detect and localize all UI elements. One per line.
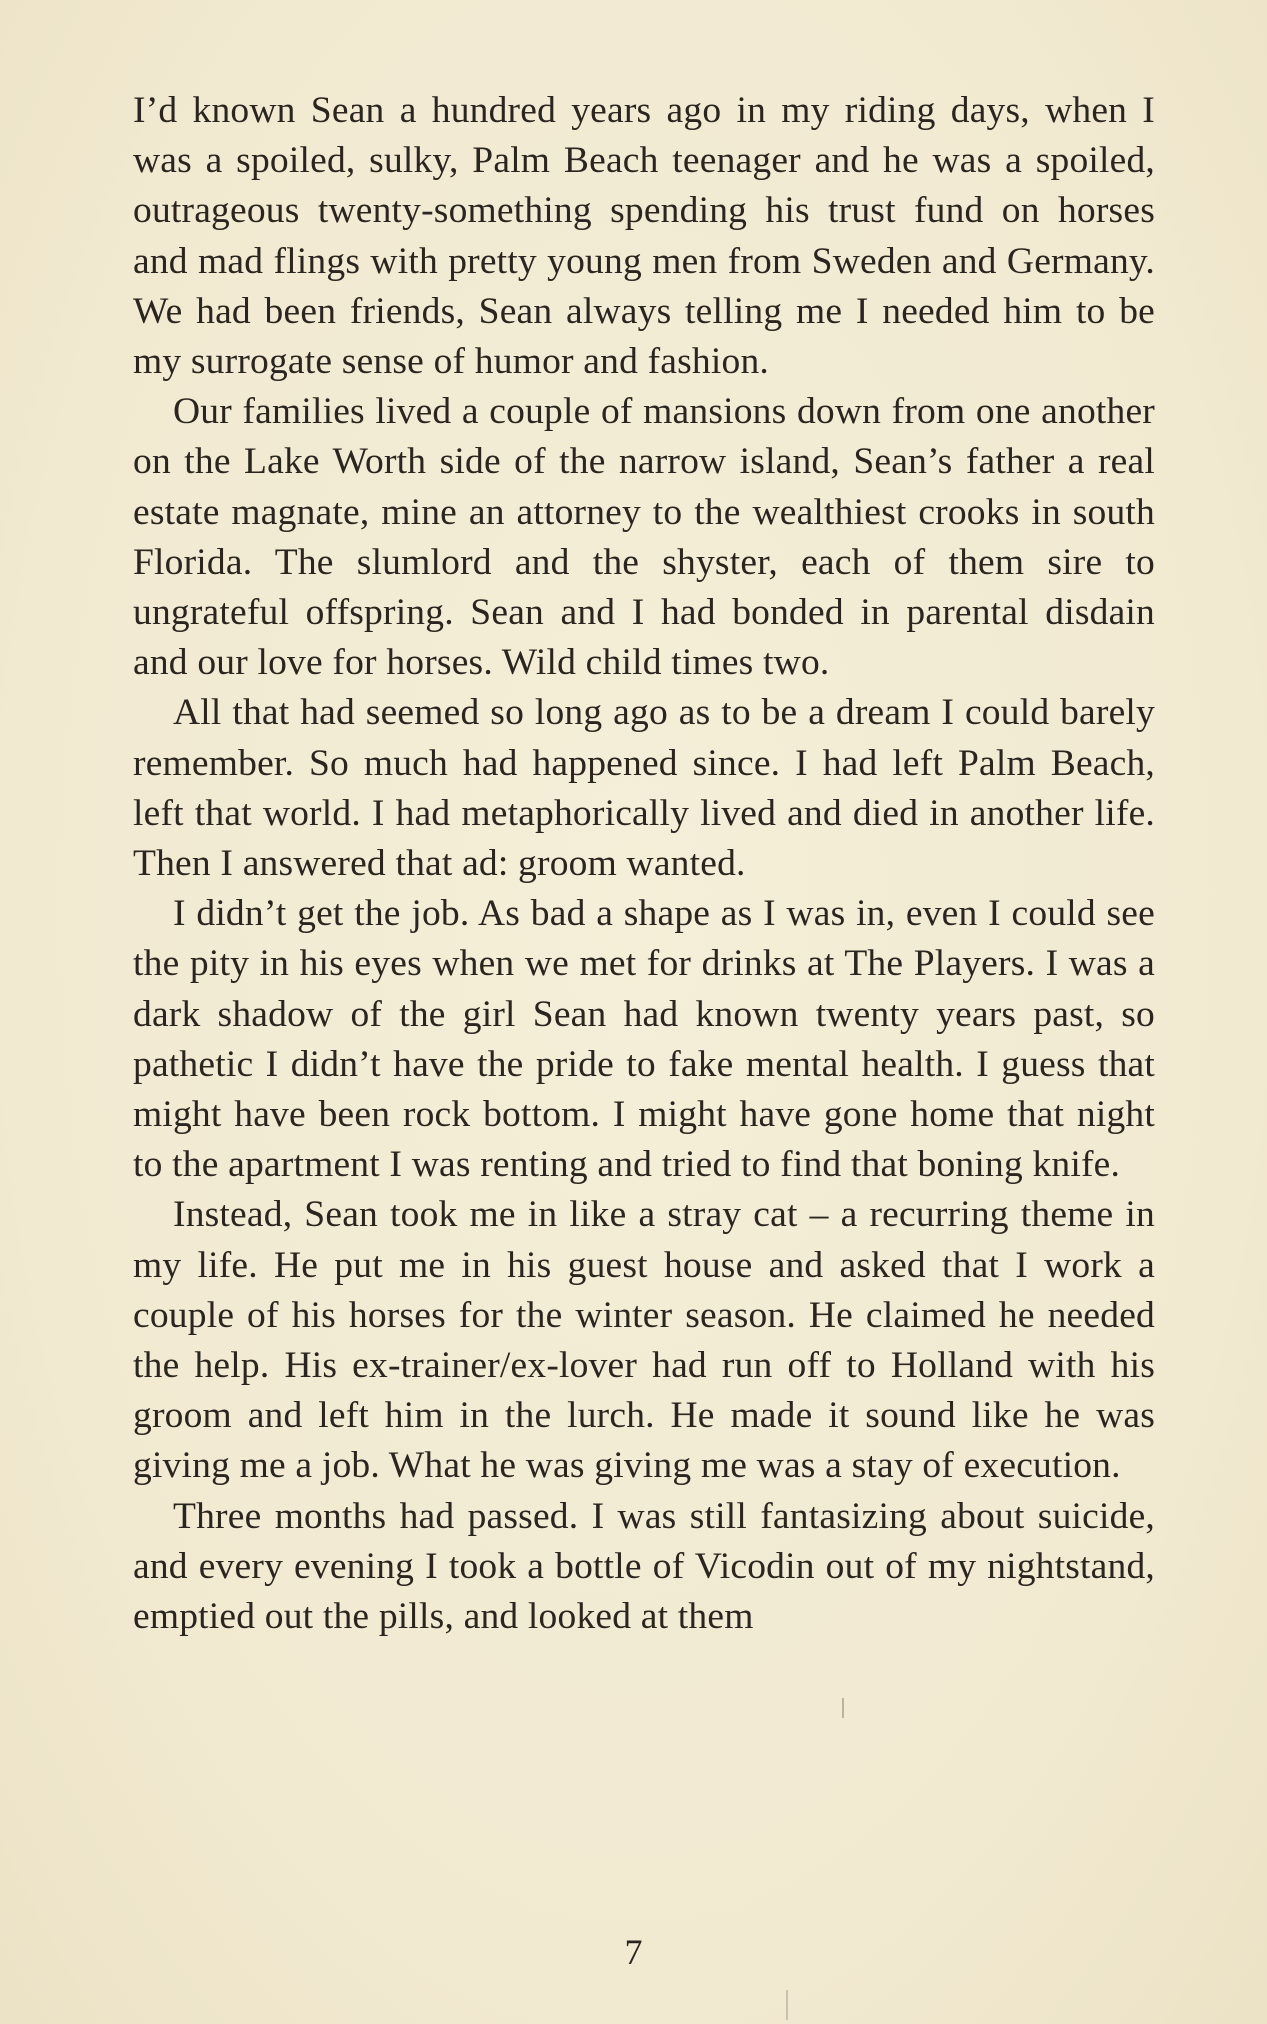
paragraph: All that had seemed so long ago as to be a dream I could barely remember. So much had happened since. I had left Palm Beach, left that world. I had metaphorically lived and died in another life. Then I answered that ad: groom wanted. xyxy=(133,692,1155,885)
paragraph: Instead, Sean took me in like a stray cat – a recurring theme in my life. He put me in his guest house and asked that I work a couple of his horses for the winter season. He claimed he needed the help. His ex-trainer/ex-lover had run off to Holland with his groom and left him in the lurch. He made it sound like he was giving me a job. What he was giving me was a stay of execution. xyxy=(133,1194,1155,1487)
paragraph: Our families lived a couple of mansions down from one another on the Lake Worth side of the narrow island, Sean’s father a real estate magnate, mine an attorney to the wealthiest crooks in south Florida. The slumlord and the shyster, each of them sire to ungrateful offspring. Sean and I had bonded in parental disdain and our love for horses. Wild child times two. xyxy=(133,391,1155,684)
paragraph: I’d known Sean a hundred years ago in my riding days, when I was a spoiled, sulky, Palm Beach teenager and he was a spoiled, outrageous twenty-something spending his trust fund on horses and mad flings with pretty young men from Sweden and Germany. We had been friends, Sean always telling me I needed him to be my surrogate sense of humor and fashion. xyxy=(133,90,1155,383)
paragraph: Three months had passed. I was still fantasizing about suicide, and every evening I took a bottle of Vicodin out of my nightstand, emptied out the pills, and looked at them xyxy=(133,1495,1155,1638)
paragraph: I didn’t get the job. As bad a shape as I was in, even I could see the pity in his eyes when we met for drinks at The Players. I was a dark shadow of the girl Sean had known twenty years past, so pathetic I didn’t have the pride to fake mental health. I guess that might have been rock bottom. I might have gone home that night to the apartment I was renting and tried to find that boning knife. xyxy=(133,893,1155,1186)
page-number: 7 xyxy=(624,1932,643,1972)
paper-mark xyxy=(786,1990,788,2020)
paper-mark xyxy=(842,1698,844,1718)
body-text xyxy=(133,86,1155,1642)
